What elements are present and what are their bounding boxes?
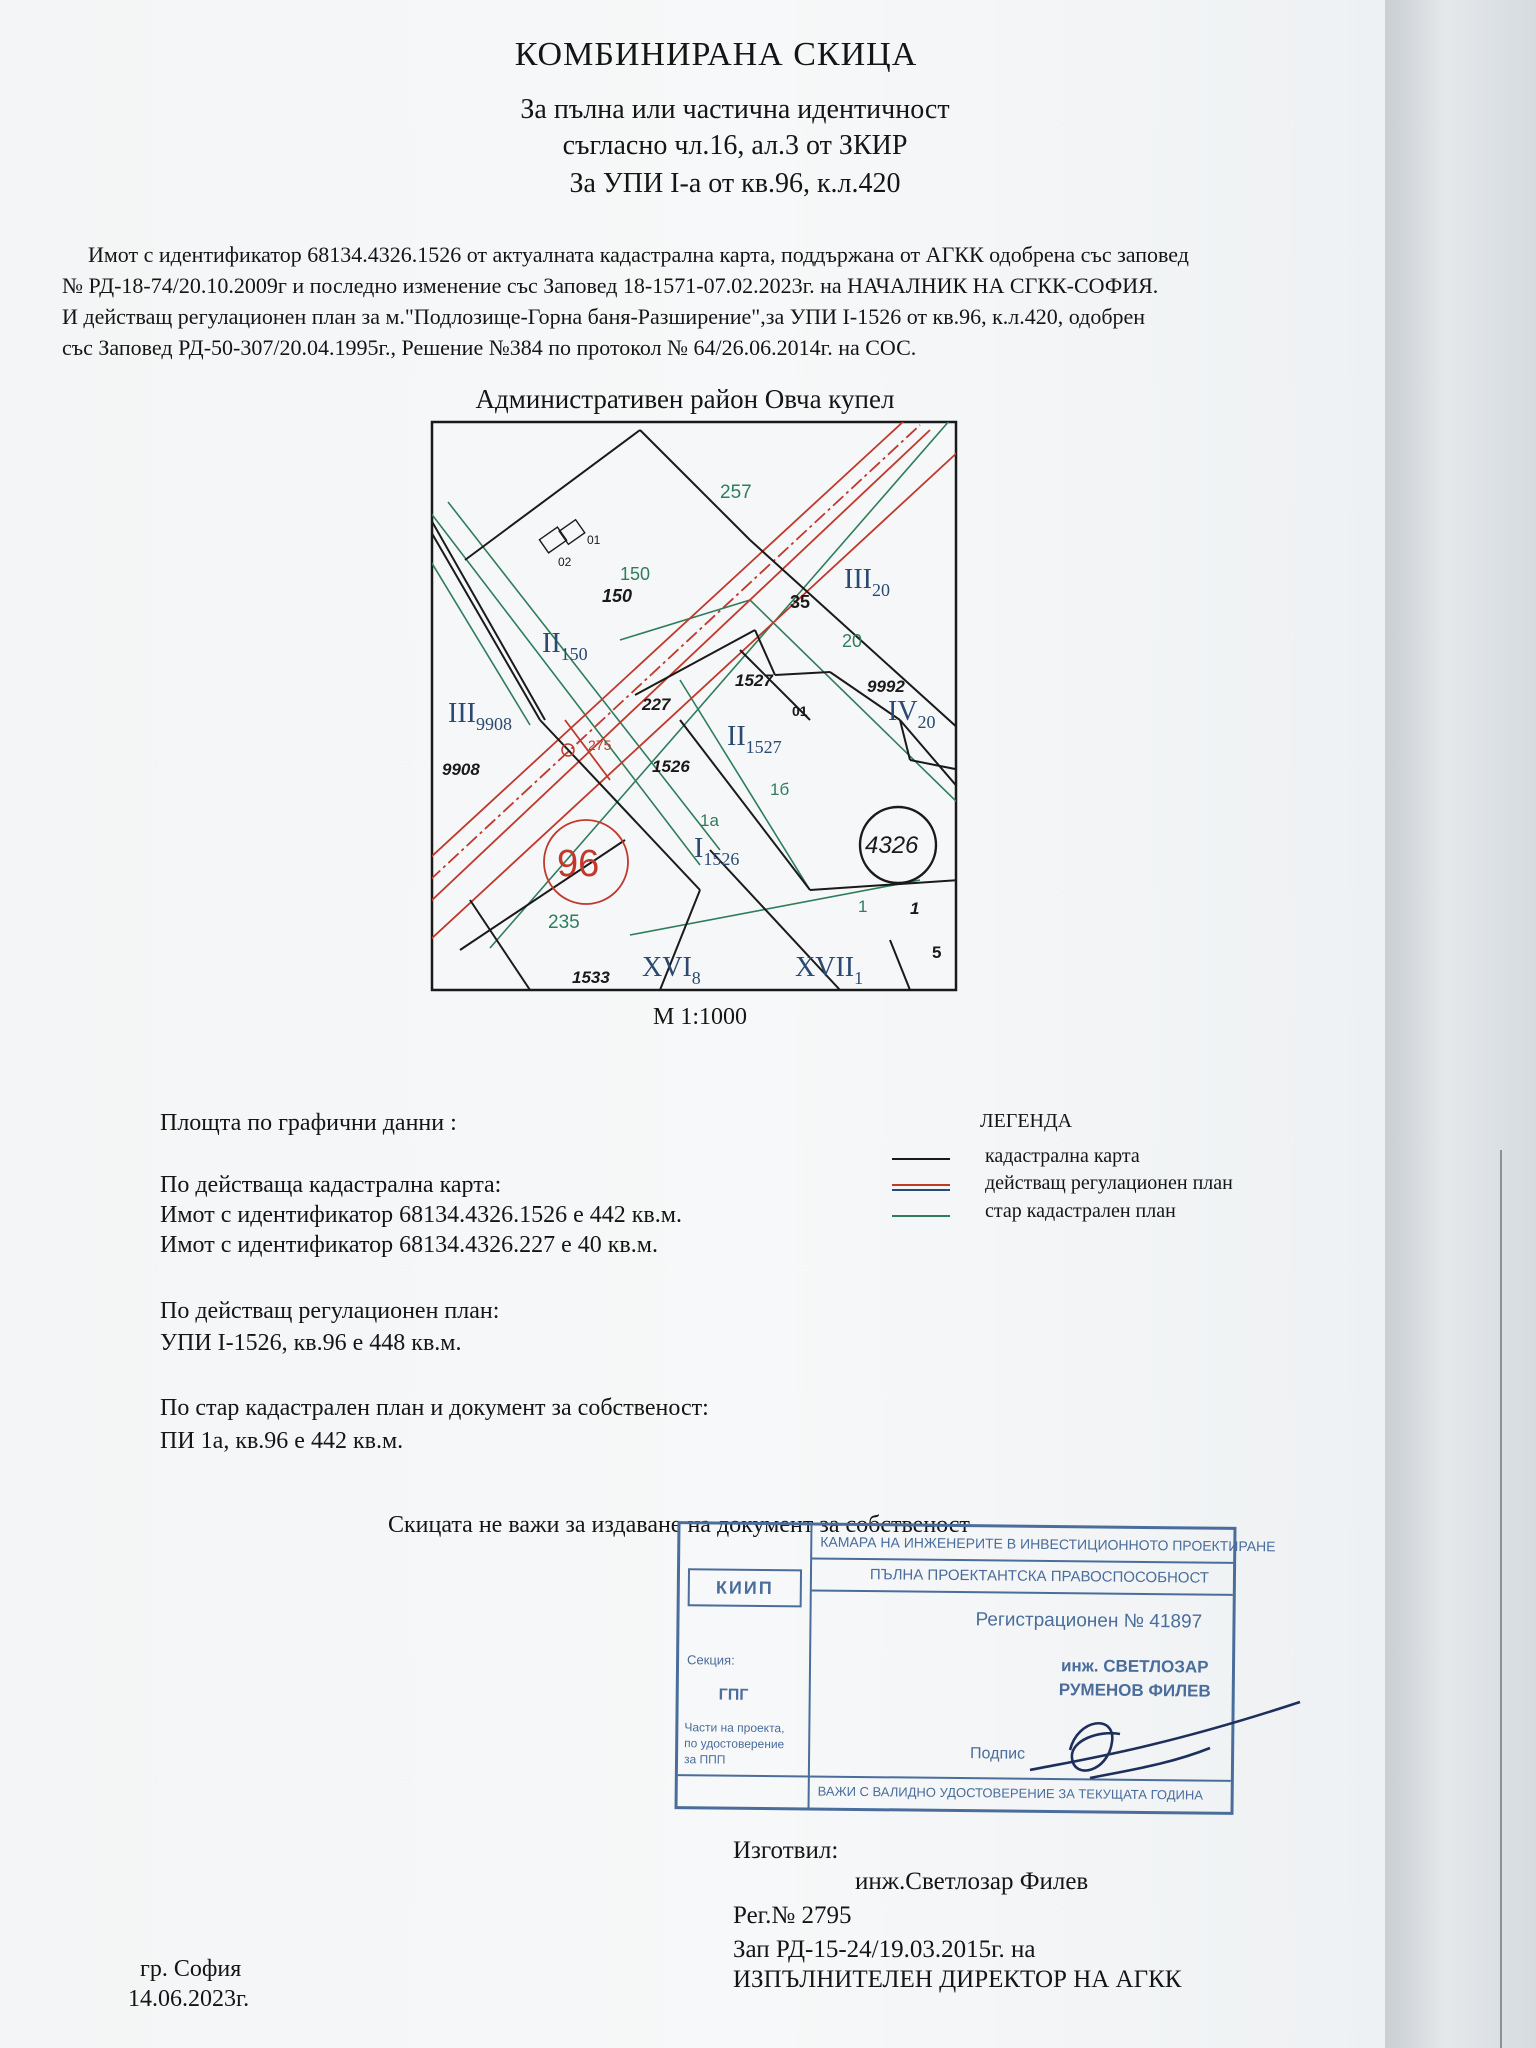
upi-label-II-150: $II_{150}$	[542, 628, 588, 664]
stamp-part-3: за ППП	[683, 1752, 726, 1767]
intro-line-4: със Заповед РД-50-307/20.04.1995г., Решение №384 по протокол № 64/26.06.2014г. на СОС.	[62, 335, 917, 360]
label-building-02: 02	[558, 555, 572, 569]
label-275: 275	[588, 737, 612, 753]
intro-line-2: № РД-18-74/20.10.2009г и последно изменение със Заповед 18-1571-07.02.2023г. на НАЧАЛНИК НА СГКК-СОФИЯ.	[62, 273, 1159, 298]
subtitle-upi: За УПИ I-a от кв.96, к.л.420	[569, 168, 901, 199]
label-1-green: 1	[858, 897, 868, 916]
label-1526: 1526	[652, 757, 690, 776]
stamp-part-2: по удостоверение	[684, 1736, 785, 1752]
areas-heading: Площта по графични данни :	[160, 1110, 457, 1136]
document-title: КОМБИНИРАНА СКИЦА	[514, 36, 918, 73]
label-block-96: 96	[557, 843, 600, 885]
map-title: Административен район Овча купел	[475, 384, 895, 414]
order-line: Зап РД-15-24/19.03.2015г. на	[733, 1936, 1036, 1963]
subtitle-identity: За пълна или частична идентичност	[520, 94, 950, 125]
stamp-section-label: Секция:	[686, 1652, 735, 1668]
cadastre-area-227: Имот с идентификатор 68134.4326.227 е 40 кв.м.	[160, 1232, 658, 1258]
legend-swatch-cadastre	[892, 1158, 950, 1160]
label-150-green: 150	[620, 564, 651, 584]
upi-label-IV-20: $IV_{20}$	[888, 696, 936, 732]
stamp-part-1: Части на проекта,	[684, 1720, 785, 1736]
cadastre-heading: По действаща кадастрална карта:	[160, 1172, 502, 1198]
paper-edge	[1500, 1150, 1502, 2048]
label-9908: 9908	[442, 760, 480, 779]
legend-swatch-regulation	[892, 1184, 950, 1186]
label-1527: 1527	[735, 671, 773, 690]
upi-label-III-20: $III_{20}$	[844, 564, 890, 600]
engineer-name: инж.Светлозар Филев	[855, 1868, 1089, 1895]
validity-note: Скицата не важи за издаване на документ за собственост	[388, 1512, 970, 1538]
prepared-by-label: Изготвил:	[733, 1837, 839, 1864]
authority-line: ИЗПЪЛНИТЕЛЕН ДИРЕКТОР НА АГКК	[733, 1966, 1182, 1993]
subtitle-law: съгласно чл.16, ал.3 от ЗКИР	[562, 130, 908, 161]
label-1a: 1a	[700, 811, 719, 830]
legend-title: ЛЕГЕНДА	[980, 1110, 1073, 1132]
cadastre-area-1526: Имот с идентификатор 68134.4326.1526 е 442 кв.м.	[160, 1202, 682, 1228]
legend-regulation: действащ регулационен план	[985, 1172, 1233, 1194]
stamp-logo: КИИП	[688, 1568, 802, 1607]
upi-label-II-1527: $II_{1527}$	[727, 721, 782, 757]
upi-label-XVII-1: $XVII_1$	[795, 952, 864, 988]
background-surface	[1385, 0, 1536, 2048]
city: гр. София	[140, 1956, 242, 1982]
stamp-name-2: РУМЕНОВ ФИЛЕВ	[1058, 1680, 1211, 1701]
legend-swatch-old-plan	[892, 1215, 950, 1217]
old-plan-area: ПИ 1а, кв.96 е 442 кв.м.	[160, 1428, 404, 1454]
stamp-capacity: ПЪЛНА ПРОЕКТАНТСКА ПРАВОСПОСОБНОСТ	[869, 1566, 1210, 1587]
regulation-area: УПИ I-1526, кв.96 е 448 кв.м.	[160, 1330, 462, 1356]
signature-scribble	[1020, 1690, 1320, 1800]
label-5: 5	[932, 943, 942, 962]
label-257: 257	[720, 482, 752, 503]
stamp-name-1: инж. СВЕТЛОЗАР	[1060, 1656, 1209, 1677]
upi-label-III-9908: $III_{9908}$	[448, 698, 512, 734]
label-235: 235	[548, 912, 580, 933]
stamp-footer: ВАЖИ С ВАЛИДНО УДОСТОВЕРЕНИЕ ЗА ТЕКУЩАТА ГОДИНА	[817, 1783, 1204, 1803]
label-building-01b: 01	[792, 703, 808, 719]
engineer-reg: Рег.№ 2795	[733, 1902, 852, 1929]
label-1b: 1б	[770, 780, 790, 799]
stamp-sign-label: Подпис	[970, 1745, 1026, 1763]
label-227: 227	[642, 695, 671, 714]
stamp-reg-number: Регистрационен № 41897	[975, 1609, 1203, 1633]
intro-line-3: И действащ регулационен план за м."Подлозище-Горна баня-Разширение",за УПИ I-1526 от кв.96, к.л.420, одобрен	[62, 304, 1146, 329]
label-150: 150	[602, 586, 633, 606]
stamp-section: ГПГ	[718, 1686, 749, 1704]
stamp-chamber: КАМАРА НА ИНЖЕНЕРИТЕ В ИНВЕСТИЦИОННОТО ПРОЕКТИРАНЕ	[820, 1533, 1276, 1555]
upi-label-I-1526: $I_{1526}$	[694, 833, 740, 869]
label-building-01: 01	[587, 533, 601, 547]
label-35: 35	[790, 592, 811, 612]
intro-line-1: Имот с идентификатор 68134.4326.1526 от актуалната кадастрална карта, поддържана от АГКК одобрена със заповед	[88, 242, 1189, 267]
old-plan-heading: По стар кадастрален план и документ за собственост:	[160, 1395, 709, 1421]
regulation-heading: По действащ регулационен план:	[160, 1298, 500, 1324]
label-1: 1	[910, 899, 920, 918]
label-20: 20	[842, 631, 863, 651]
label-9992: 9992	[867, 677, 905, 696]
legend-cadastre: кадастрална карта	[985, 1145, 1140, 1167]
upi-label-XVI-8: $XVI_8$	[642, 952, 701, 988]
label-4326: 4326	[865, 832, 919, 859]
cadastral-map	[430, 420, 960, 995]
map-scale: М 1:1000	[652, 1004, 747, 1030]
legend-swatch-regulation-2	[892, 1189, 950, 1191]
date: 14.06.2023г.	[128, 1986, 250, 2012]
legend-old-plan: стар кадастрален план	[985, 1200, 1176, 1222]
label-1533: 1533	[572, 968, 610, 987]
